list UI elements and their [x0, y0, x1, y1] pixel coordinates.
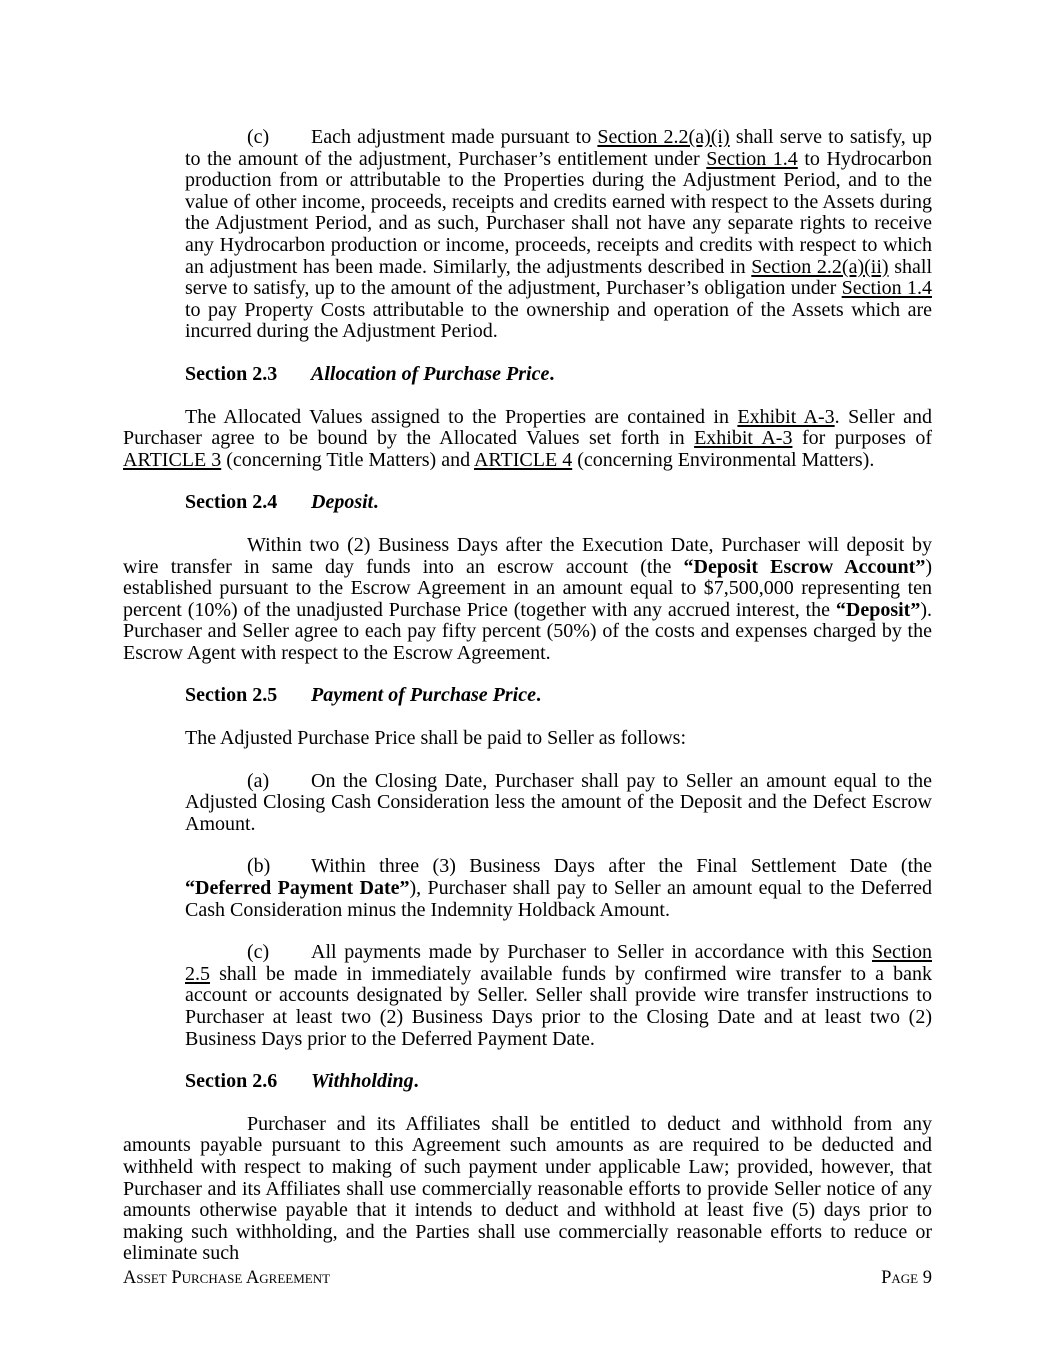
body-text-run: ), Purchaser shall pay to Seller an amount equal to the Deferred Cash Consideration minus the Indemnity Holdback Amount. — [185, 877, 932, 921]
section-title-period: . — [535, 684, 541, 707]
cross-reference-text: ARTICLE 3 — [123, 448, 222, 471]
cross-reference-text: Section 2.5 — [185, 941, 932, 985]
body-text-run: “Deposit Escrow Account” — [683, 555, 926, 578]
paragraph — [123, 407, 932, 472]
body-text-run: The Adjusted Purchase Price shall be paid to Seller as follows: — [185, 727, 687, 750]
sub-paragraph — [185, 771, 932, 836]
body-text-run: “Deferred Payment Date” — [185, 877, 410, 900]
section-title-period: . — [373, 491, 379, 514]
section-number: Section 2.4 — [185, 491, 278, 514]
body-text-run: to Hydrocarbon production from or attributable to the Properties during the Adjustment Period, and to the value of other income, proceeds, receipts and credits earned with respect to the Assets during the Adjustment Period, and as such, Purchaser shall not have any separate rights to receive any Hydrocarbon production or income, proceeds, receipts and credits with respect to which an adjustment has been made. Similarly, the adjustments described in — [185, 147, 932, 278]
section-number: Section 2.6 — [185, 1070, 278, 1093]
body-text-run: shall be made in immediately available funds by confirmed wire transfer to a bank account or accounts designated by Seller. Seller shall provide wire transfer instructions to Purchaser at least two (2) Business Days prior to the Closing Date and at least two (2) Business Days prior to the Deferred Payment Date. — [185, 962, 932, 1050]
sub-paragraph-label: (b) — [247, 855, 271, 878]
section-heading — [185, 685, 932, 707]
body-text-run: “Deposit” — [835, 598, 921, 621]
section-heading — [185, 492, 932, 514]
paragraph — [123, 535, 932, 665]
paragraph — [123, 1114, 932, 1265]
footer-document-title: Asset Purchase Agreement — [123, 1268, 331, 1288]
cross-reference-text: Exhibit A-3 — [737, 405, 835, 428]
cross-reference-text: Section 2.2(a)(ii) — [751, 255, 889, 278]
section-number: Section 2.5 — [185, 684, 278, 707]
body-text-run: for purposes of — [792, 427, 932, 450]
cross-reference-text: Section 1.4 — [706, 147, 798, 170]
body-text-run: . Seller and Purchaser agree to be bound by the Allocated Values set forth in — [123, 405, 932, 450]
sub-paragraph — [185, 856, 932, 921]
body-text-run: Purchaser and its Affiliates shall be entitled to deduct and withhold from any amounts payable pursuant to this Agreement such amounts as are required to be deducted and withheld with respect to making of such payment under applicable Law; provided, however, that Purchaser and its Affiliates shall use commercially reasonable efforts to provide Seller notice of any amounts otherwise payable that it intends to deduct and withhold at least five (5) days prior to making such withholding, and the Parties shall use commercially reasonable efforts to reduce or eliminate such — [123, 1112, 932, 1265]
body-text-run: (concerning Environmental Matters). — [572, 448, 875, 471]
body-text-run: shall serve to satisfy, up to the amount of the adjustment, Purchaser’s obligation under — [185, 255, 932, 300]
body-text-run: All payments made by Purchaser to Seller in accordance with this — [311, 941, 872, 964]
cross-reference-text: ARTICLE 4 — [473, 448, 573, 471]
sub-paragraph-label: (a) — [247, 769, 270, 792]
sub-paragraph-label: (c) — [247, 126, 270, 148]
paragraph — [123, 728, 932, 750]
body-text-run: (concerning Title Matters) and — [221, 448, 474, 471]
section-title: Withholding — [311, 1070, 414, 1093]
body-text-run: to pay Property Costs attributable to the ownership and operation of the Assets which are incurred during the Adjustment Period. — [185, 298, 932, 343]
section-title: Payment of Purchase Price — [311, 684, 536, 707]
footer-page-number: Page 9 — [881, 1268, 932, 1288]
body-text-run: Each adjustment made pursuant to — [311, 126, 598, 148]
section-heading — [185, 364, 932, 386]
body-text-run: ) established pursuant to the Escrow Agreement in an amount equal to $7,500,000 representing ten percent (10%) of the unadjusted Purchase Price (together with any accrued interest, the — [123, 555, 932, 621]
section-title: Allocation of Purchase Price — [311, 362, 550, 385]
body-text-run: Within two (2) Business Days after the Execution Date, Purchaser will deposit by wire transfer in same day funds into an escrow account (the — [123, 533, 932, 578]
section-title-period: . — [549, 362, 555, 385]
section-heading — [185, 1071, 932, 1093]
body-text-run: On the Closing Date, Purchaser shall pay to Seller an amount equal to the Adjusted Closing Cash Consideration less the amount of the Deposit and the Defect Escrow Amount. — [185, 769, 932, 835]
document-body — [123, 127, 932, 1286]
cross-reference-text: Section 1.4 — [841, 277, 932, 300]
sub-paragraph-label: (c) — [247, 941, 270, 964]
body-text-run: shall serve to satisfy, up to the amount of the adjustment, Purchaser’s entitlement under — [185, 126, 932, 170]
body-text-run: Within three (3) Business Days after the Final Settlement Date (the — [311, 855, 932, 878]
page-footer — [123, 1267, 932, 1289]
body-text-run: The Allocated Values assigned to the Properties are contained in — [185, 405, 738, 428]
cross-reference-text: Section 2.2(a)(i) — [597, 126, 730, 148]
cross-reference-text: Exhibit A-3 — [694, 427, 793, 450]
sub-paragraph — [185, 127, 932, 343]
body-text-run: ). Purchaser and Seller agree to each pay fifty percent (50%) of the costs and expenses charged by the Escrow Agent with respect to the Escrow Agreement. — [123, 598, 932, 664]
sub-paragraph — [185, 942, 932, 1050]
section-title: Deposit — [311, 491, 374, 514]
section-title-period: . — [413, 1070, 419, 1093]
section-number: Section 2.3 — [185, 362, 278, 385]
